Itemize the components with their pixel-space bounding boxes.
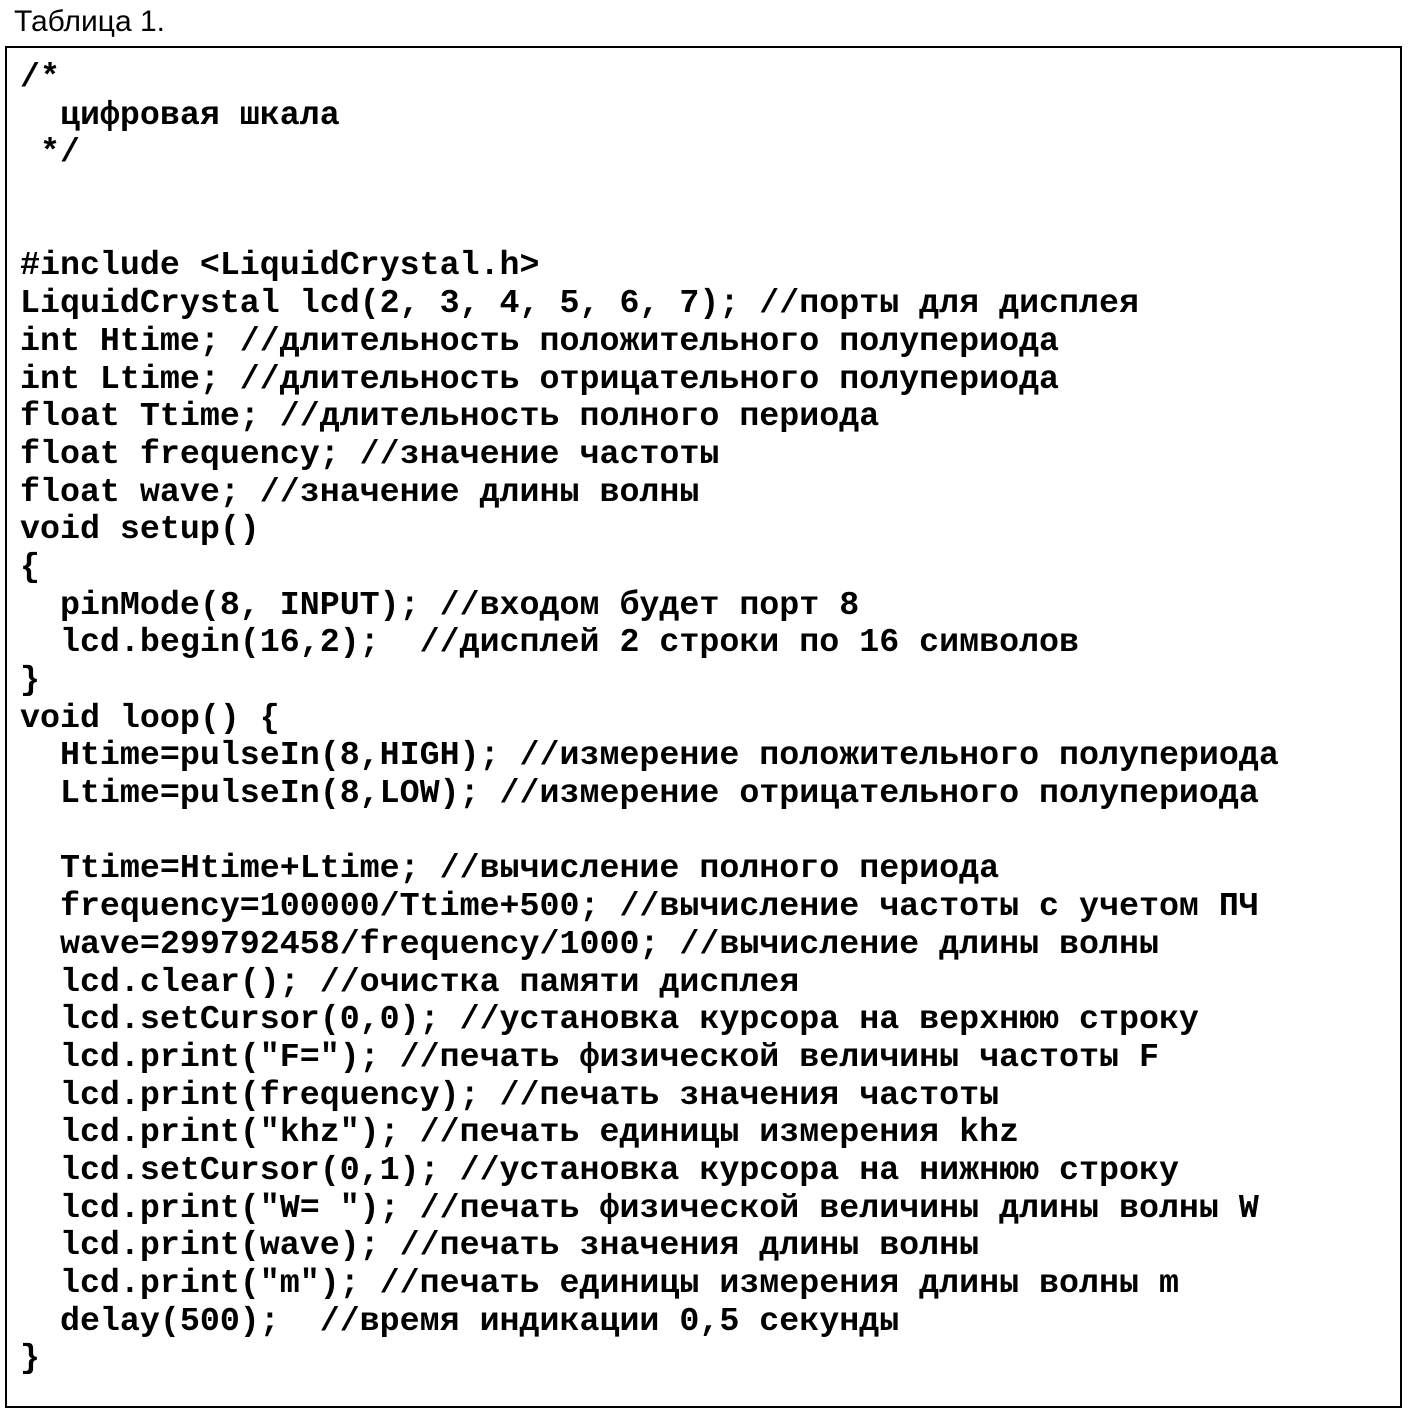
code-line: delay(500); //время индикации 0,5 секунды xyxy=(20,1301,900,1340)
code-listing xyxy=(20,59,1279,1378)
code-line: lcd.begin(16,2); //дисплей 2 строки по 16 символов xyxy=(20,623,1080,662)
code-line: int Htime; //длительность положительного полупериода xyxy=(20,321,1060,360)
code-line xyxy=(20,210,1279,248)
code-line xyxy=(20,172,1279,210)
code-line: Ttime=Htime+Ltime; //вычисление полного периода xyxy=(20,849,1000,888)
code-line: lcd.setCursor(0,0); //установка курсора на верхнюю строку xyxy=(20,1000,1199,1039)
code-line: */ xyxy=(20,133,80,172)
code-line: Htime=pulseIn(8,HIGH); //измерение положительного полупериода xyxy=(20,736,1279,775)
code-line: lcd.print("khz"); //печать единицы измерения khz xyxy=(20,1113,1020,1152)
code-line: int Ltime; //длительность отрицательного полупериода xyxy=(20,359,1060,398)
table-caption: Таблица 1. xyxy=(14,5,165,38)
code-line: Ltime=pulseIn(8,LOW); //измерение отрицательного полупериода xyxy=(20,774,1259,813)
code-line xyxy=(20,813,1279,851)
code-line: frequency=100000/Ttime+500; //вычисление частоты с учетом ПЧ xyxy=(20,887,1259,926)
code-line: lcd.clear(); //очистка памяти дисплея xyxy=(20,962,800,1001)
code-line: } xyxy=(20,661,40,699)
code-line: float wave; //значение длины волны xyxy=(20,472,700,511)
code-line: #include <LiquidCrystal.h> xyxy=(20,246,540,285)
code-line: lcd.setCursor(0,1); //установка курсора на нижнюю строку xyxy=(20,1150,1179,1189)
code-line: void loop() { xyxy=(20,698,280,737)
code-line: lcd.print("W= "); //печать физической величины длины волны W xyxy=(20,1188,1259,1227)
code-line: { xyxy=(20,547,40,586)
code-line: float Ttime; //длительность полного периода xyxy=(20,397,880,436)
code-line: float frequency; //значение частоты xyxy=(20,434,720,473)
code-listing-box xyxy=(5,46,1402,1408)
code-line: цифровая шкала xyxy=(20,95,340,134)
code-line: /* xyxy=(20,58,60,96)
code-line: } xyxy=(20,1339,40,1378)
code-line: lcd.print(wave); //печать значения длины волны xyxy=(20,1226,980,1265)
code-line: void setup() xyxy=(20,510,260,549)
code-line: LiquidCrystal lcd(2, 3, 4, 5, 6, 7); //порты для дисплея xyxy=(20,284,1139,323)
code-line: wave=299792458/frequency/1000; //вычисление длины волны xyxy=(20,924,1159,963)
code-line: lcd.print("m"); //печать единицы измерения длины волны m xyxy=(20,1264,1179,1302)
code-line: lcd.print(frequency); //печать значения частоты xyxy=(20,1075,1000,1114)
code-line: pinMode(8, INPUT); //входом будет порт 8 xyxy=(20,585,860,624)
code-line: lcd.print("F="); //печать физической величины частоты F xyxy=(20,1037,1159,1076)
